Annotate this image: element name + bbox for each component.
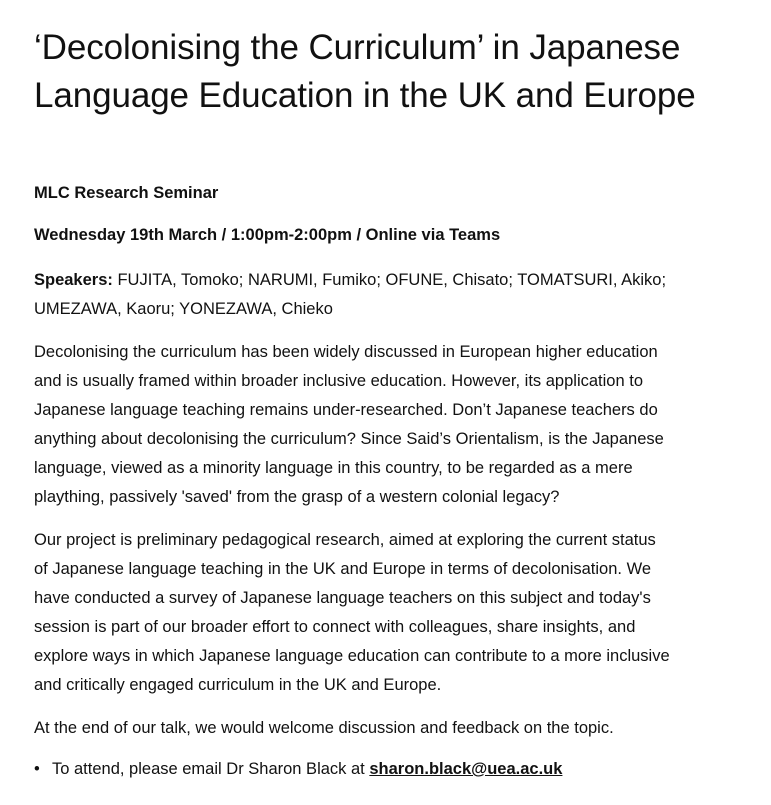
speakers-block bbox=[34, 266, 734, 324]
document-page bbox=[34, 24, 734, 784]
paragraph-line: Decolonising the curriculum has been widely discussed in European higher education bbox=[34, 343, 658, 361]
attend-item bbox=[34, 755, 734, 784]
speakers-line-2: UMEZAWA, Kaoru; YONEZAWA, Chieko bbox=[34, 300, 333, 318]
paragraph-line: explore ways in which Japanese language education can contribute to a more inclusive bbox=[34, 647, 670, 665]
title-line-1: ‘Decolonising the Curriculum’ in Japanese bbox=[34, 28, 681, 67]
page-title bbox=[34, 24, 734, 120]
speakers-names-1: FUJITA, Tomoko; NARUMI, Fumiko; OFUNE, Chisato; TOMATSURI, Akiko; bbox=[112, 271, 667, 289]
paragraph-line: anything about decolonising the curriculum? Since Said’s Orientalism, is the Japanese bbox=[34, 430, 664, 448]
paragraph-line: Our project is preliminary pedagogical research, aimed at exploring the current status bbox=[34, 531, 656, 549]
paragraph-line: session is part of our broader effort to connect with colleagues, share insights, and bbox=[34, 618, 636, 636]
bullet-icon: • bbox=[34, 760, 40, 778]
paragraph-line: language, viewed as a minority language in this country, to be regarded as a mere bbox=[34, 459, 633, 477]
attend-text: To attend, please email Dr Sharon Black at bbox=[52, 760, 370, 778]
paragraph-line: have conducted a survey of Japanese language teachers on this subject and today's bbox=[34, 589, 651, 607]
paragraph-line: Japanese language teaching remains under-researched. Don’t Japanese teachers do bbox=[34, 401, 658, 419]
paragraph-closing bbox=[34, 714, 734, 743]
email-link[interactable]: sharon.black@uea.ac.uk bbox=[369, 760, 563, 778]
seminar-label: MLC Research Seminar bbox=[34, 184, 219, 202]
paragraph-line: and critically engaged curriculum in the UK and Europe. bbox=[34, 676, 442, 694]
paragraph-intro bbox=[34, 338, 734, 512]
paragraph-line: of Japanese language teaching in the UK and Europe in terms of decolonisation. We bbox=[34, 560, 652, 578]
attend-list bbox=[34, 755, 734, 784]
paragraph-line: and is usually framed within broader inclusive education. However, its application to bbox=[34, 372, 643, 390]
paragraph-line: At the end of our talk, we would welcome discussion and feedback on the topic. bbox=[34, 719, 614, 737]
title-line-2: Language Education in the UK and Europe bbox=[34, 76, 696, 115]
speakers-label: Speakers: bbox=[34, 271, 113, 289]
speakers-line-1 bbox=[34, 266, 734, 295]
paragraph-line: plaything, passively 'saved' from the grasp of a western colonial legacy? bbox=[34, 488, 560, 506]
paragraph-project bbox=[34, 526, 734, 700]
event-info: Wednesday 19th March / 1:00pm-2:00pm / Online via Teams bbox=[34, 226, 501, 244]
